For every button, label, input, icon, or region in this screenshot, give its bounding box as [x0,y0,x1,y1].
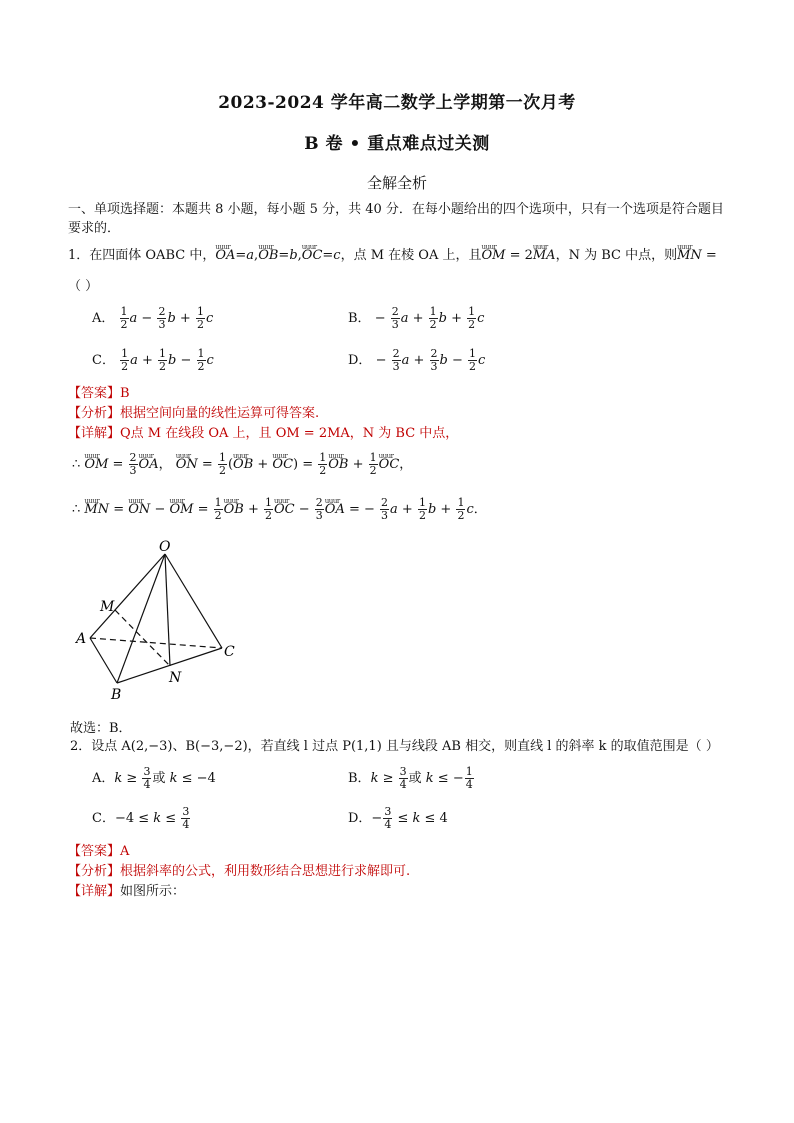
label-N: N [169,670,182,686]
edge-OA [90,554,165,638]
q2-detail: 【详解】如图所示： [68,884,186,899]
q1-derivation-1: ∴ uuur OM = $\frac{2}{3}$ uuur OA， uuur ON = $\frac{1}{2}$ (uuur OB + uuur OC) = $\frac{1}{2}$ uuur OB + $\frac{1}{2}$ uuur OC， [72,452,412,477]
label-O: O [159,539,171,555]
q2-option-a: A．k ≥ $\frac{3}{4}$ 或 k ≤ −4 [92,765,216,791]
section-intro: 一、单项选择题：本题共 8 小题，每小题 5 分，共 40 分．在每小题给出的四个选项中，只有一个选项是符合题目要求的． [68,202,724,236]
q2-answer: 【答案】A [68,844,130,859]
q1-derivation-2: ∴ uuur MN = uuur ON − uuur OM = $\frac{1}{2}$ uuur OB + $\frac{1}{2}$ uuur OC − $\frac{2}{3}$ uuur OA = − $\frac{2}{3}$ a + $\frac{1}{2}$ b + $\frac{1}{2}$ c． [72,497,487,522]
q2-option-d: D．− $\frac{3}{4}$ ≤ k ≤ 4 [348,805,448,831]
q1-stem-a: 1．在四面体 OABC 中， [68,248,216,263]
q1-stem: 1．在四面体 OABC 中，uuur OA=a,uuur OB=b,uuur OC=c，点 M 在棱 OA 上，且uuur OM = 2uuur MA，N 为 BC 中点，则uuur MN = [68,247,717,265]
q1-stem-c: ，N 为 BC 中点，则 [555,248,678,263]
q1-analysis: 【分析】根据空间向量的线性运算可得答案. [68,406,320,421]
tetrahedron-figure [70,535,250,705]
q2-option-b: B．k ≥ $\frac{3}{4}$ 或 k ≤ − $\frac{1}{4}$ [348,765,473,791]
q1-bracket: （ ） [68,279,99,294]
q1-detail: 【详解】Q点 M 在线段 OA 上，且 OM = 2MA，N 为 BC 中点， [68,426,459,441]
segment-MN [115,610,170,666]
q1-option-c: C． $\frac{1}{2}$ a + $\frac{1}{2}$ b − $\frac{1}{2}$ c [92,347,214,373]
edge-AC [90,638,222,648]
label-B: B [111,687,122,703]
q1-option-b: B． − $\frac{2}{3}$ a + $\frac{1}{2}$ b + $\frac{1}{2}$ c [348,305,485,331]
label-C: C [224,644,235,660]
label-M: M [100,599,115,615]
edge-OC [165,554,222,648]
q2-option-c: C．−4 ≤ k ≤ $\frac{3}{4}$ [92,805,190,831]
edge-OB [117,554,165,683]
segment-ON [165,554,170,666]
section-title: 全解全析 [366,174,427,192]
q1-answer: 【答案】B [68,386,130,401]
q1-stem-b: ，点 M 在棱 OA 上，且 [340,248,482,263]
exam-subtitle: B 卷 • 重点难点过关测 [304,134,490,154]
edge-AB [90,638,117,683]
q2-analysis: 【分析】根据斜率的公式，利用数形结合思想进行求解即可. [68,864,411,879]
exam-title: 2023-2024 学年高二数学上学期第一次月考 [218,93,576,113]
q1-option-d: D． − $\frac{2}{3}$ a + $\frac{2}{3}$ b − $\frac{1}{2}$ c [348,347,486,373]
label-A: A [76,631,87,647]
q1-conclusion: 故选：B． [70,721,132,736]
q1-option-a: A． $\frac{1}{2}$ a − $\frac{2}{3}$ b + $\frac{1}{2}$ c [92,305,214,331]
q2-stem: 2．设点 A(2,−3)、B(−3,−2)，若直线 l 过点 P(1,1) 且与线段 AB 相交，则直线 l 的斜率 k 的取值范围是（ ） [70,739,719,754]
